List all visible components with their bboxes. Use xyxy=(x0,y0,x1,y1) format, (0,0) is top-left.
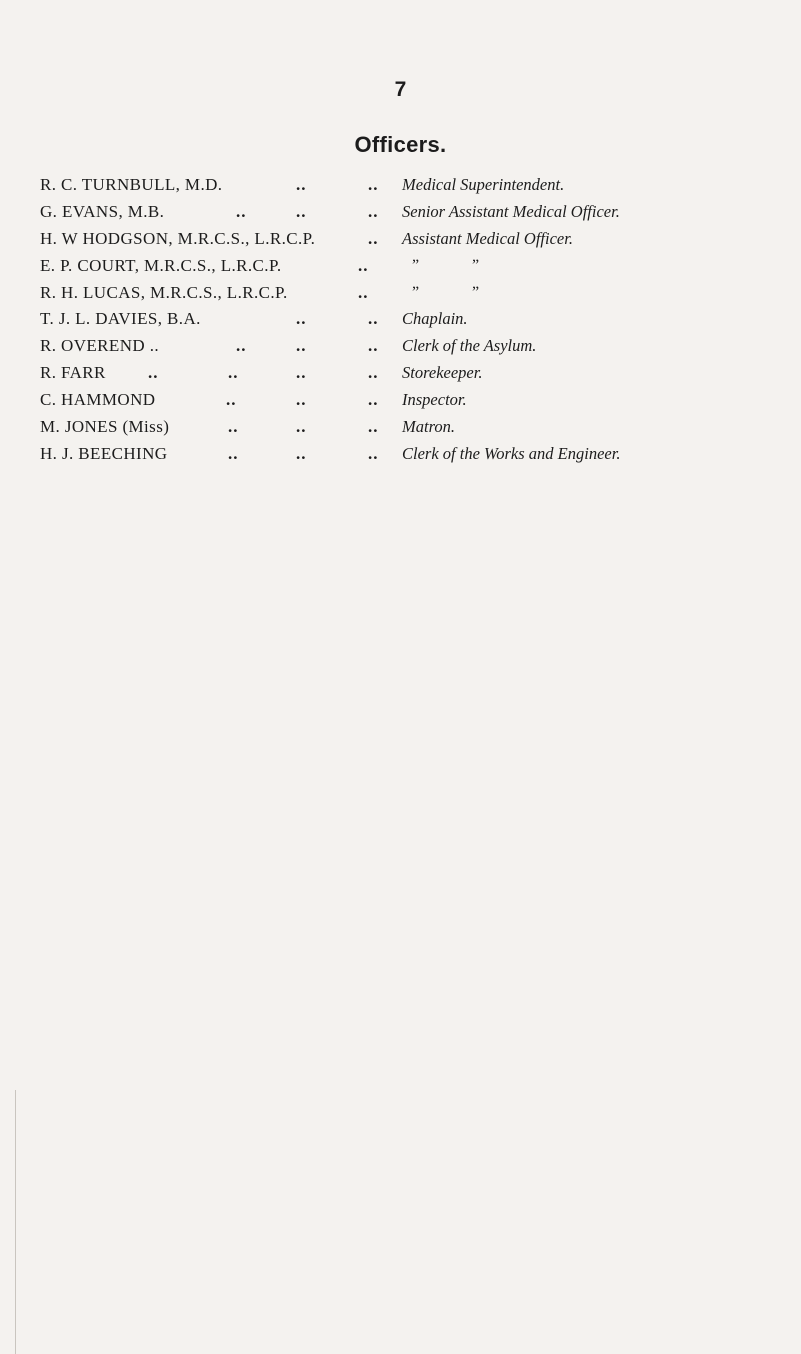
officer-name: R. FARR xyxy=(40,363,106,383)
leader-dots: .. xyxy=(226,390,237,410)
officer-row xyxy=(40,306,800,333)
page-number: 7 xyxy=(394,78,407,101)
leader-dots: .. xyxy=(296,417,307,437)
officer-title: Senior Assistant Medical Officer. xyxy=(402,201,620,221)
leader-dots: .. xyxy=(228,443,239,463)
leader-dots: .. xyxy=(358,255,369,275)
leader-dots: .. xyxy=(368,175,379,194)
leader-dots: .. xyxy=(296,336,307,356)
ditto-mark: ” xyxy=(412,256,420,274)
leader-dots: .. xyxy=(368,309,379,329)
ditto-mark: ” xyxy=(472,283,480,301)
officer-name: R. H. LUCAS, M.R.C.S., L.R.C.P. xyxy=(40,282,288,302)
officers-list xyxy=(40,172,800,468)
officer-title: Matron. xyxy=(402,417,456,437)
officer-row xyxy=(40,441,800,468)
officer-row xyxy=(40,387,800,414)
officer-name: H. J. BEECHING xyxy=(40,443,168,463)
officer-name: M. JONES (Miss) xyxy=(40,417,170,437)
officer-name: R. C. TURNBULL, M.D. xyxy=(40,175,223,194)
leader-dots: .. xyxy=(296,363,307,383)
leader-dots: .. xyxy=(228,417,239,437)
leader-dots: .. xyxy=(368,417,379,437)
officer-title: Assistant Medical Officer. xyxy=(402,228,573,248)
officer-row xyxy=(40,414,800,441)
leader-dots: .. xyxy=(368,390,379,410)
officer-title: Clerk of the Works and Engineer. xyxy=(402,443,621,463)
leader-dots: .. xyxy=(368,228,379,248)
page-edge-shadow xyxy=(15,1090,16,1354)
ditto-mark: ” xyxy=(472,256,480,274)
leader-dots: .. xyxy=(228,363,239,383)
officer-row xyxy=(40,360,800,387)
leader-dots: .. xyxy=(236,201,247,221)
officer-name: C. HAMMOND xyxy=(40,390,156,410)
officer-name: T. J. L. DAVIES, B.A. xyxy=(40,309,201,329)
leader-dots: .. xyxy=(358,282,369,302)
officer-title: Medical Superintendent. xyxy=(402,175,565,194)
officer-title: Chaplain. xyxy=(402,309,468,329)
officer-name: H. W HODGSON, M.R.C.S., L.R.C.P. xyxy=(40,228,316,248)
officer-row xyxy=(40,333,800,360)
leader-dots: .. xyxy=(148,363,159,383)
leader-dots: .. xyxy=(296,309,307,329)
officer-title: Storekeeper. xyxy=(402,363,483,383)
leader-dots: .. xyxy=(296,201,307,221)
officer-row xyxy=(40,253,800,280)
page-heading: Officers. xyxy=(354,132,447,157)
officer-name: G. EVANS, M.B. xyxy=(40,201,165,221)
officer-name: E. P. COURT, M.R.C.S., L.R.C.P. xyxy=(40,255,282,275)
officer-row xyxy=(40,280,800,307)
officer-name: R. OVEREND .. xyxy=(40,336,160,356)
leader-dots: .. xyxy=(296,443,307,463)
leader-dots: .. xyxy=(296,175,307,194)
leader-dots: .. xyxy=(368,201,379,221)
officer-row xyxy=(40,172,800,199)
leader-dots: .. xyxy=(368,363,379,383)
officer-row xyxy=(40,226,800,253)
officer-row xyxy=(40,199,800,226)
leader-dots: .. xyxy=(368,443,379,463)
officer-title: Clerk of the Asylum. xyxy=(402,336,537,356)
leader-dots: .. xyxy=(236,336,247,356)
leader-dots: .. xyxy=(368,336,379,356)
officer-title: Inspector. xyxy=(402,390,467,410)
leader-dots: .. xyxy=(296,390,307,410)
ditto-mark: ” xyxy=(412,283,420,301)
